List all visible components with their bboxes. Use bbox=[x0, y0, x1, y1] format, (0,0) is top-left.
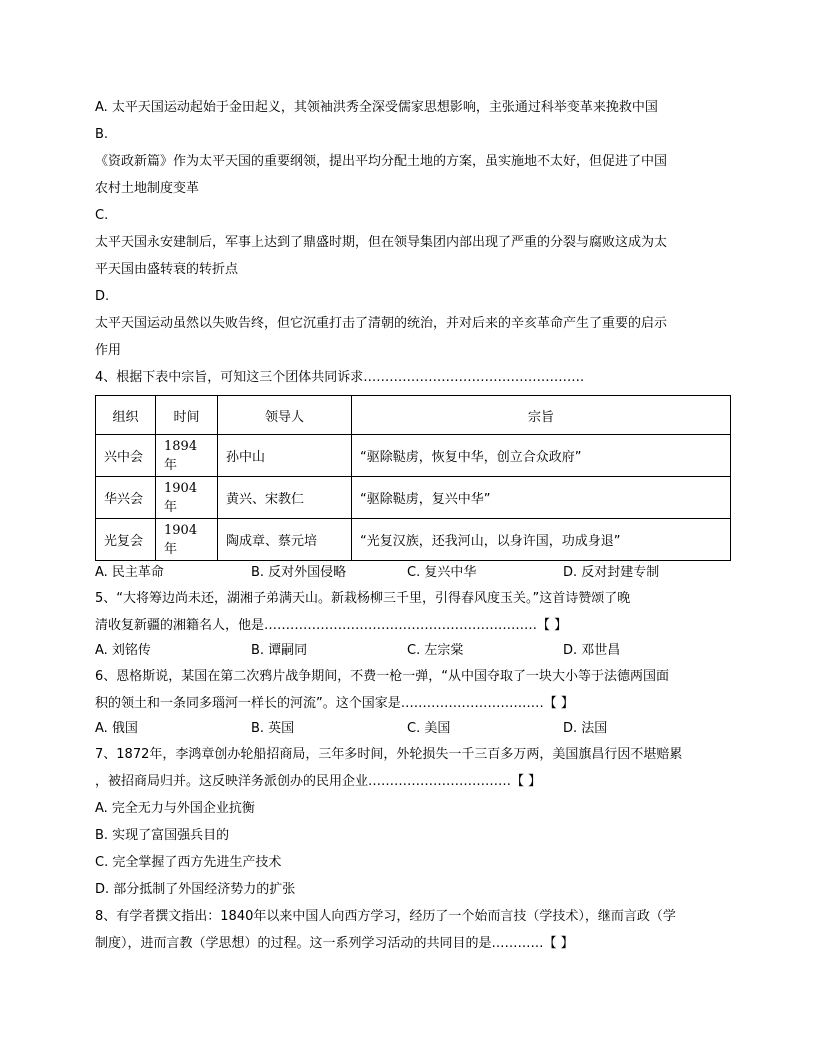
q6-option-b: B. 英国 bbox=[251, 721, 295, 736]
q4-stem: 4、根据下表中宗旨，可知这三个团体共同诉求…………………………………………… bbox=[95, 370, 585, 385]
q7-stem-line2: ，被招商局归并。这反映洋务派创办的民用企业……………………………【 】 bbox=[95, 774, 542, 789]
table-cell-aim: “驱除鞑虏，复兴中华” bbox=[352, 477, 731, 519]
q4-table bbox=[95, 395, 731, 561]
q5-option-a: A. 刘铭传 bbox=[95, 643, 151, 658]
table-cell-year: 1904年 bbox=[156, 477, 218, 519]
q3-option-c-line1: 太平天国永安建制后，军事上达到了鼎盛时期，但在领导集团内部出现了严重的分裂与腐败这成为太 bbox=[95, 235, 668, 250]
q3-option-b-line1: 《资政新篇》作为太平天国的重要纲领，提出平均分配土地的方案，虽实施地不太好，但促进了中国 bbox=[95, 154, 668, 169]
q5-options bbox=[95, 639, 735, 663]
exam-content bbox=[95, 94, 735, 957]
q4-option-b: B. 反对外国侵略 bbox=[251, 565, 347, 580]
table-row bbox=[96, 477, 731, 519]
q3-option-d-label: D. bbox=[95, 289, 110, 304]
q3-option-c-label: C. bbox=[95, 208, 109, 223]
table-row bbox=[96, 519, 731, 561]
q7-option-a: A. 完全无力与外国企业抗衡 bbox=[95, 801, 255, 816]
q3-option-a: A. 太平天国运动起始于金田起义，其领袖洪秀全深受儒家思想影响，主张通过科举变革来挽救中国 bbox=[95, 100, 658, 115]
q3-option-c-line2: 平天国由盛转衰的转折点 bbox=[95, 262, 239, 277]
q3-option-b-line2: 农村土地制度变革 bbox=[95, 181, 200, 196]
q6-options bbox=[95, 717, 735, 741]
q5-option-d: D. 邓世昌 bbox=[563, 643, 621, 658]
table-row bbox=[96, 435, 731, 477]
q3-option-d-line2: 作用 bbox=[95, 343, 122, 358]
table-cell-aim: “驱除鞑虏，恢复中华，创立合众政府” bbox=[352, 435, 731, 477]
q3-option-d-line1: 太平天国运动虽然以失败告终，但它沉重打击了清朝的统治，并对后来的辛亥革命产生了重要的启示 bbox=[95, 316, 668, 331]
q5-option-b: B. 谭嗣同 bbox=[251, 643, 308, 658]
q8-stem-line2: 制度），进而言教（学思想）的过程。这一系列学习活动的共同目的是…………【 】 bbox=[95, 936, 574, 951]
table-cell-year: 1894年 bbox=[156, 435, 218, 477]
q6-stem-line1: 6、恩格斯说，某国在第二次鸦片战争期间，不费一枪一弹，“从中国夺取了一块大小等于法德两国面 bbox=[95, 669, 670, 684]
q5-option-c: C. 左宗棠 bbox=[407, 643, 464, 658]
table-cell-org: 兴中会 bbox=[96, 435, 156, 477]
q4-options bbox=[95, 561, 735, 585]
table-cell-year: 1904年 bbox=[156, 519, 218, 561]
q5-stem-line2: 清收复新疆的湘籍名人，他是………………………………………………………【 】 bbox=[95, 618, 568, 633]
q6-option-c: C. 美国 bbox=[407, 721, 451, 736]
table-header-row bbox=[96, 396, 731, 435]
table-cell-org: 光复会 bbox=[96, 519, 156, 561]
q4-option-a: A. 民主革命 bbox=[95, 565, 164, 580]
q4-option-c: C. 复兴中华 bbox=[407, 565, 477, 580]
q7-stem-line1: 7、1872年，李鸿章创办轮船招商局，三年多时间，外轮损失一千三百多万两，美国旗昌行因不堪赔累 bbox=[95, 747, 683, 762]
table-cell-aim: “光复汉族，还我河山，以身许国，功成身退” bbox=[352, 519, 731, 561]
table-cell-leader: 孙中山 bbox=[218, 435, 352, 477]
table-header-cell: 时间 bbox=[156, 396, 218, 435]
q8-stem-line1: 8、有学者撰文指出：1840年以来中国人向西方学习，经历了一个始而言技（学技术），继而言政（学 bbox=[95, 909, 676, 924]
q6-option-a: A. 俄国 bbox=[95, 721, 138, 736]
q3-option-b-label: B. bbox=[95, 127, 109, 142]
table-header-cell: 宗旨 bbox=[352, 396, 731, 435]
table-cell-org: 华兴会 bbox=[96, 477, 156, 519]
q7-option-b: B. 实现了富国强兵目的 bbox=[95, 828, 230, 843]
table-header-cell: 组织 bbox=[96, 396, 156, 435]
q6-stem-line2: 积的领土和一条同多瑙河一样长的河流”。这个国家是……………………………【 】 bbox=[95, 696, 574, 711]
table-cell-leader: 黄兴、宋教仁 bbox=[218, 477, 352, 519]
q5-stem-line1: 5、“大将筹边尚未还，湖湘子弟满天山。新栽杨柳三千里，引得春风度玉关。”这首诗赞颂了晚 bbox=[95, 591, 631, 606]
table-cell-leader: 陶成章、蔡元培 bbox=[218, 519, 352, 561]
q7-option-d: D. 部分抵制了外国经济势力的扩张 bbox=[95, 882, 296, 897]
table-header-cell: 领导人 bbox=[218, 396, 352, 435]
q6-option-d: D. 法国 bbox=[563, 721, 608, 736]
q7-option-c: C. 完全掌握了西方先进生产技术 bbox=[95, 855, 282, 870]
q4-option-d: D. 反对封建专制 bbox=[563, 565, 660, 580]
